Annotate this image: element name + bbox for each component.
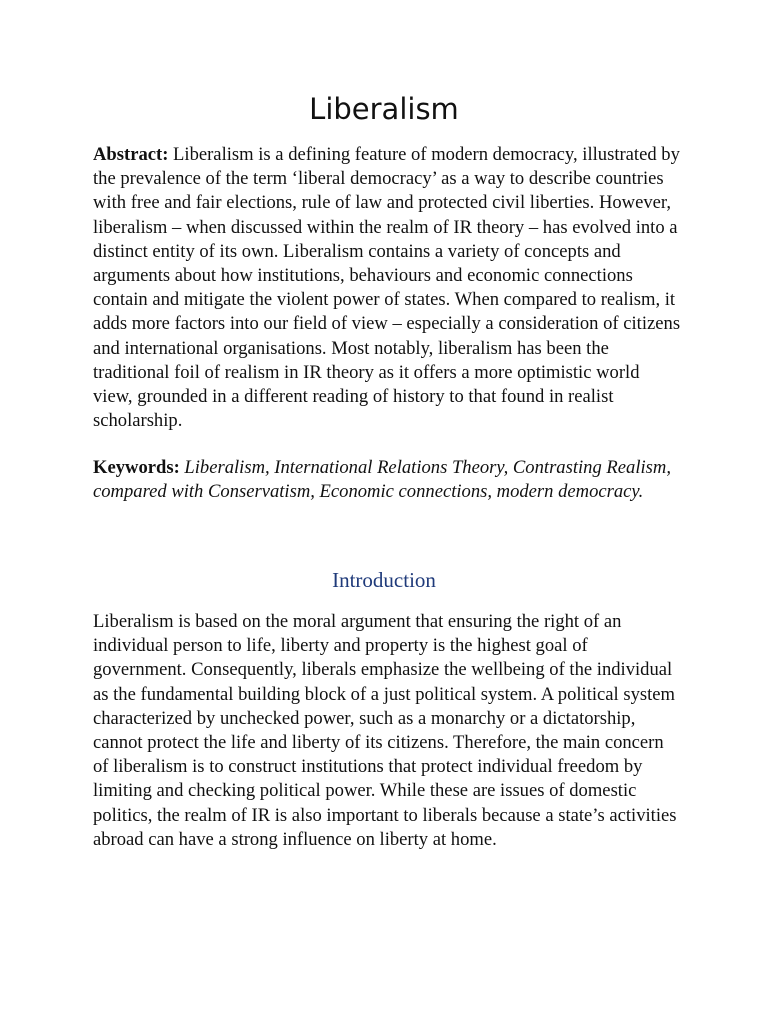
keywords-label: Keywords: xyxy=(93,457,180,478)
abstract-paragraph xyxy=(93,143,683,433)
keywords-text: Liberalism, International Relations Theory, Contrasting Realism, compared with Conservatism, Economic connections, modern democracy. xyxy=(93,457,671,503)
introduction-heading: Introduction xyxy=(332,568,436,592)
abstract-label: Abstract: xyxy=(93,144,169,165)
keywords-paragraph xyxy=(93,456,683,504)
document-title: Liberalism xyxy=(309,92,459,126)
abstract-text: Liberalism is a defining feature of modern democracy, illustrated by the prevalence of the term ‘liberal democracy’ as a way to describe countries with free and fair elections, rule of law and protected civil liberties. However, liberalism – when discussed within the realm of IR theory – has evolved into a distinct entity of its own. Liberalism contains a variety of concepts and arguments about how institutions, behaviours and economic connections contain and mitigate the violent power of states. When compared to realism, it adds more factors into our field of view – especially a consideration of citizens and international organisations. Most notably, liberalism has been the traditional foil of realism in IR theory as it offers a more optimistic world view, grounded in a different reading of history to that found in realist scholarship. xyxy=(93,144,681,432)
introduction-paragraph: Liberalism is based on the moral argument that ensuring the right of an individual person to life, liberty and property is the highest goal of government. Consequently, liberals emphasize the wellbeing of the individual as the fundamental building block of a just political system. A political system characterized by unchecked power, such as a monarchy or a dictatorship, cannot protect the life and liberty of its citizens. Therefore, the main concern of liberalism is to construct institutions that protect individual freedom by limiting and checking political power. While these are issues of domestic politics, the realm of IR is also important to liberals because a state’s activities abroad can have a strong influence on liberty at home. xyxy=(93,611,677,850)
